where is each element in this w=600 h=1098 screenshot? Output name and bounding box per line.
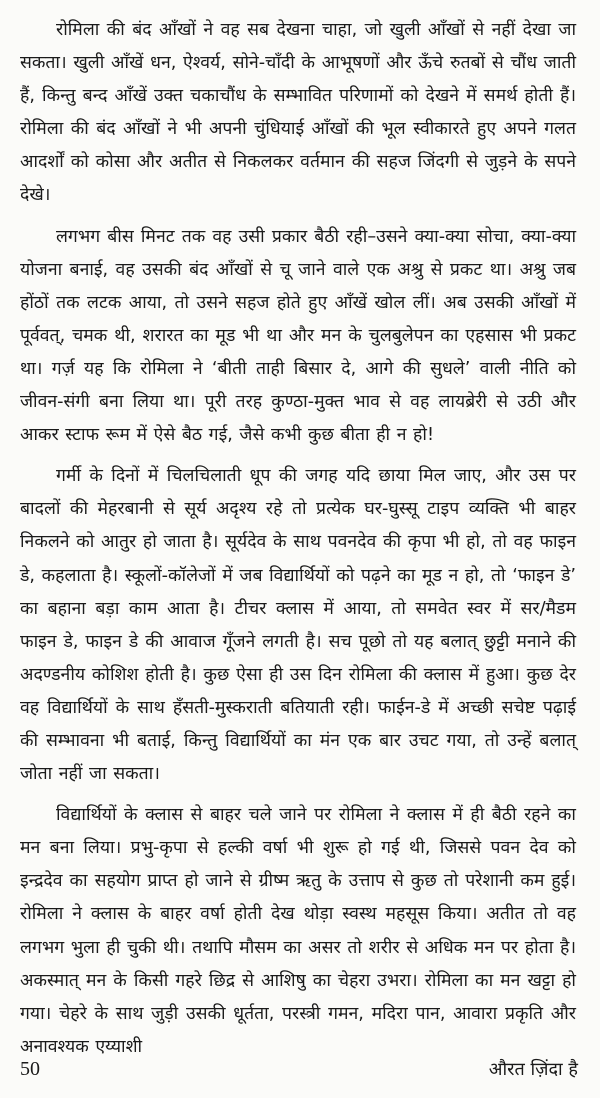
paragraph-4: विद्यार्थियों के क्लास से बाहर चले जाने पर रोमिला ने क्लास में ही बैठी रहने का मन बना लिया। प्रभु-कृपा से हल्की वर्षा भी शुरू हो गई थी, जिससे पवन देव को इन्द्रदेव का सहयोग प्राप्त हो जाने से ग्रीष्म ऋतु के उत्ताप से कुछ तो परेशानी कम हुई। रोमिला ने क्लास के बाहर वर्षा होती देख थोड़ा स्वस्थ महसूस किया। अतीत तो वह लगभग भुला ही चुकी थी। तथापि मौसम का असर तो शरीर से अधिक मन पर होता है। अकस्मात् मन के किसी गहरे छिद्र से आशिषु का चेहरा उभरा। रोमिला का मन खट्टा हो गया। चेहरे के साथ जुड़ी उसकी धूर्तता, परस्त्री गमन, मदिरा पान, आवारा प्रकृति और अनावश्यक एय्याशी <box>20 805 576 1057</box>
paragraph-1: रोमिला की बंद आँखों ने वह सब देखना चाहा, जो खुली आँखों से नहीं देखा जा सकता। खुली आँखें धन, ऐश्वर्य, सोने-चाँदी के आभूषणों और ऊँचे रुतबों से चौंध जाती हैं, किन्तु बन्द आँखें उक्त चकाचौंध के सम्भावित परिणामों को देखने में समर्थ होती हैं। रोमिला की बंद आँखों ने भी अपनी चुंधियाई आँखों की भूल स्वीकारते हुए अपने गलत आदर्शों को कोसा और अतीत से निकलकर वर्तमान की सहज जिंदगी से जुड़ने के सपने देखे। <box>20 20 576 206</box>
paragraph-3: गर्मी के दिनों में चिलचिलाती धूप की जगह यदि छाया मिल जाए, और उस पर बादलों की मेहरबानी से सूर्य अदृश्य रहे तो प्रत्येक घर-घुस्सू टाइप व्यक्ति भी बाहर निकलने को आतुर हो जाता है। सूर्यदेव के साथ पवनदेव की कृपा भी हो, तो वह फाइन डे, कहलाता है। स्कूलों-कॉलेजों में जब विद्यार्थियों को पढ़ने का मूड न हो, तो ‘फाइन डे’ का बहाना बड़ा काम आता है। टीचर क्लास में आया, तो समवेत स्वर में सर/मैडम फाइन डे, फाइन डे की आवाज गूँजने लगती है। सच पूछो तो यह बलात् छुट्टी मनाने की अदण्डनीय कोशिश होती है। कुछ ऐसा ही उस दिन रोमिला की क्लास में हुआ। कुछ देर वह विद्यार्थियों के साथ हँसती-मुस्कराती बतियाती रही। फाईन-डे में अच्छी सचेष्ट पढ़ाई की सम्भावना भी बताई, किन्तु विद्यार्थियों का मंन एक बार उचट गया, तो उन्हें बलात् जोता नहीं जा सकता। <box>20 466 576 785</box>
page-footer <box>20 1054 578 1084</box>
paragraph-2: लगभग बीस मिनट तक वह उसी प्रकार बैठी रही–उसने क्या-क्या सोचा, क्या-क्या योजना बनाई, वह उसकी बंद आँखों से चू जाने वाले एक अश्रु से प्रकट था। अश्रु जब होंठों तक लटक आया, तो उसने सहज होते हुए आँखें खोल लीं। अब उसकी आँखों में पूर्ववत्, चमक थी, शरारत का मूड भी था और मन के चुलबुलेपन का एहसास भी प्रकट था। गर्ज़ यह कि रोमिला ने ‘बीती ताही बिसार दे, आगे की सुधले’ वाली नीति को जीवन-संगी बना लिया था। पूरी तरह कुण्ठा-मुक्त भाव से वह लायब्रेरी से उठी और आकर स्टाफ रूम में ऐसे बैठ गई, जैसे कभी कुछ बीता ही न हो! <box>20 226 576 446</box>
running-title: औरत ज़िंदा है <box>488 1059 578 1080</box>
page-number: 50 <box>20 1057 40 1080</box>
page-body <box>20 14 576 1057</box>
